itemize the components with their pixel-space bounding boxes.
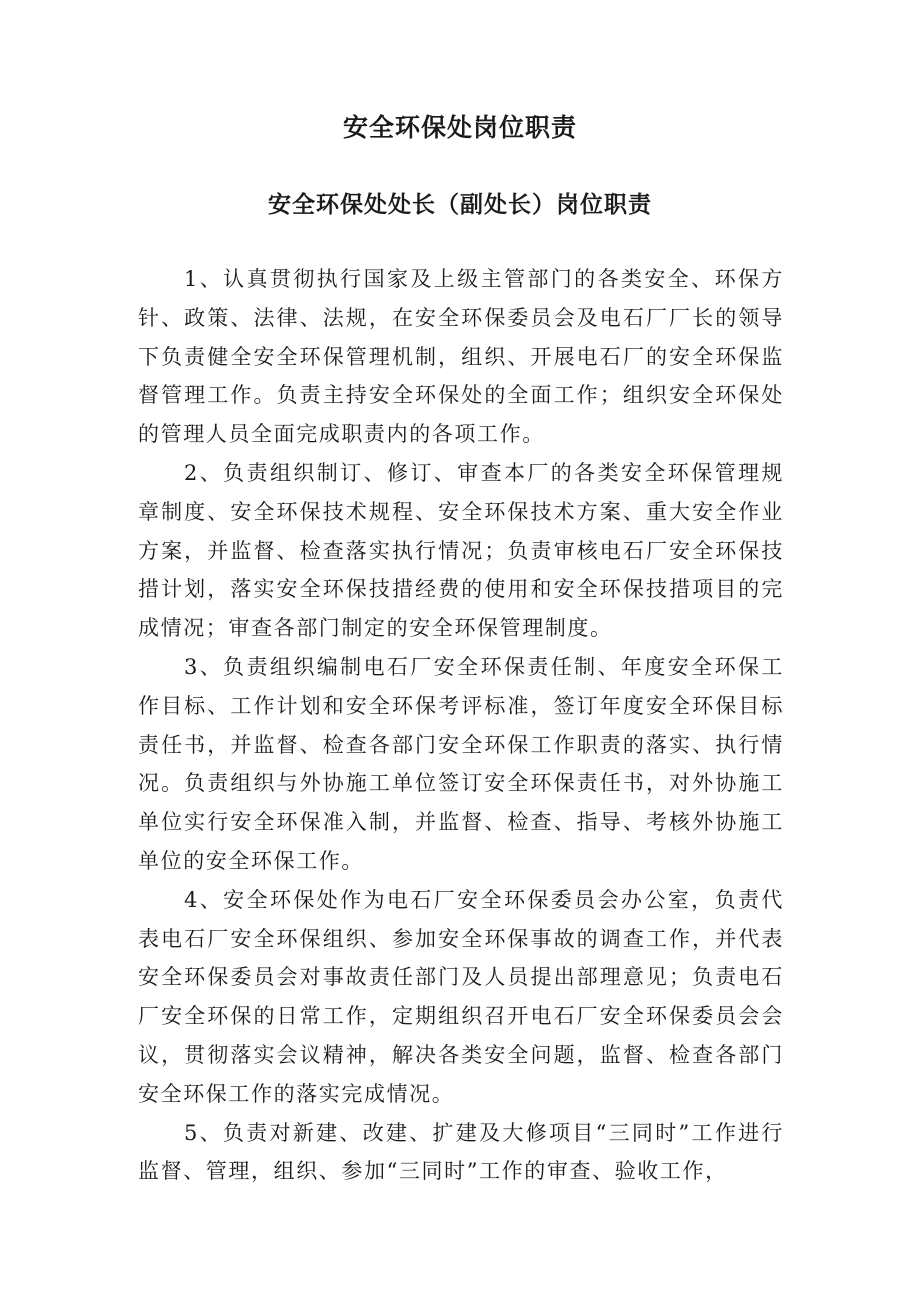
section-subtitle: 安全环保处处长（副处长）岗位职责: [268, 192, 652, 218]
paragraph-3: 3、负责组织编制电石厂安全环保责任制、年度安全环保工作目标、工作计划和安全环保考评标准，签订年度安全环保目标责任书，并监督、检查各部门安全环保工作职责的落实、执行情况。负责组织与外协施工单位签订安全环保责任书，对外协施工单位实行安全环保准入制，并监督、检查、指导、考核外协施工单位的安全环保工作。: [138, 654, 784, 873]
paragraph-5: 5、负责对新建、改建、扩建及大修项目“三同时”工作进行监督、管理，组织、参加“三同时”工作的审查、验收工作，: [138, 1120, 784, 1184]
paragraph-4: 4、安全环保处作为电石厂安全环保委员会办公室，负责代表电石厂安全环保组织、参加安全环保事故的调查工作，并代表安全环保委员会对事故责任部门及人员提出部理意见；负责电石厂安全环保的日常工作，定期组织召开电石厂安全环保委员会会议，贯彻落实会议精神，解决各类安全问题，监督、检查各部门安全环保工作的落实完成情况。: [138, 887, 784, 1106]
paragraph-2: 2、负责组织制订、修订、审查本厂的各类安全环保管理规章制度、安全环保技术规程、安全环保技术方案、重大安全作业方案，并监督、检查落实执行情况；负责审核电石厂安全环保技措计划，落实安全环保技措经费的使用和安全环保技措项目的完成情况；审查各部门制定的安全环保管理制度。: [138, 460, 784, 641]
document-title: 安全环保处岗位职责: [342, 113, 577, 142]
document-body: [138, 260, 784, 1191]
paragraph-1: 1、认真贯彻执行国家及上级主管部门的各类安全、环保方针、政策、法律、法规，在安全环保委员会及电石厂厂长的领导下负责健全安全环保管理机制，组织、开展电石厂的安全环保监督管理工作。负责主持安全环保处的全面工作；组织安全环保处的管理人员全面完成职责内的各项工作。: [138, 267, 784, 447]
